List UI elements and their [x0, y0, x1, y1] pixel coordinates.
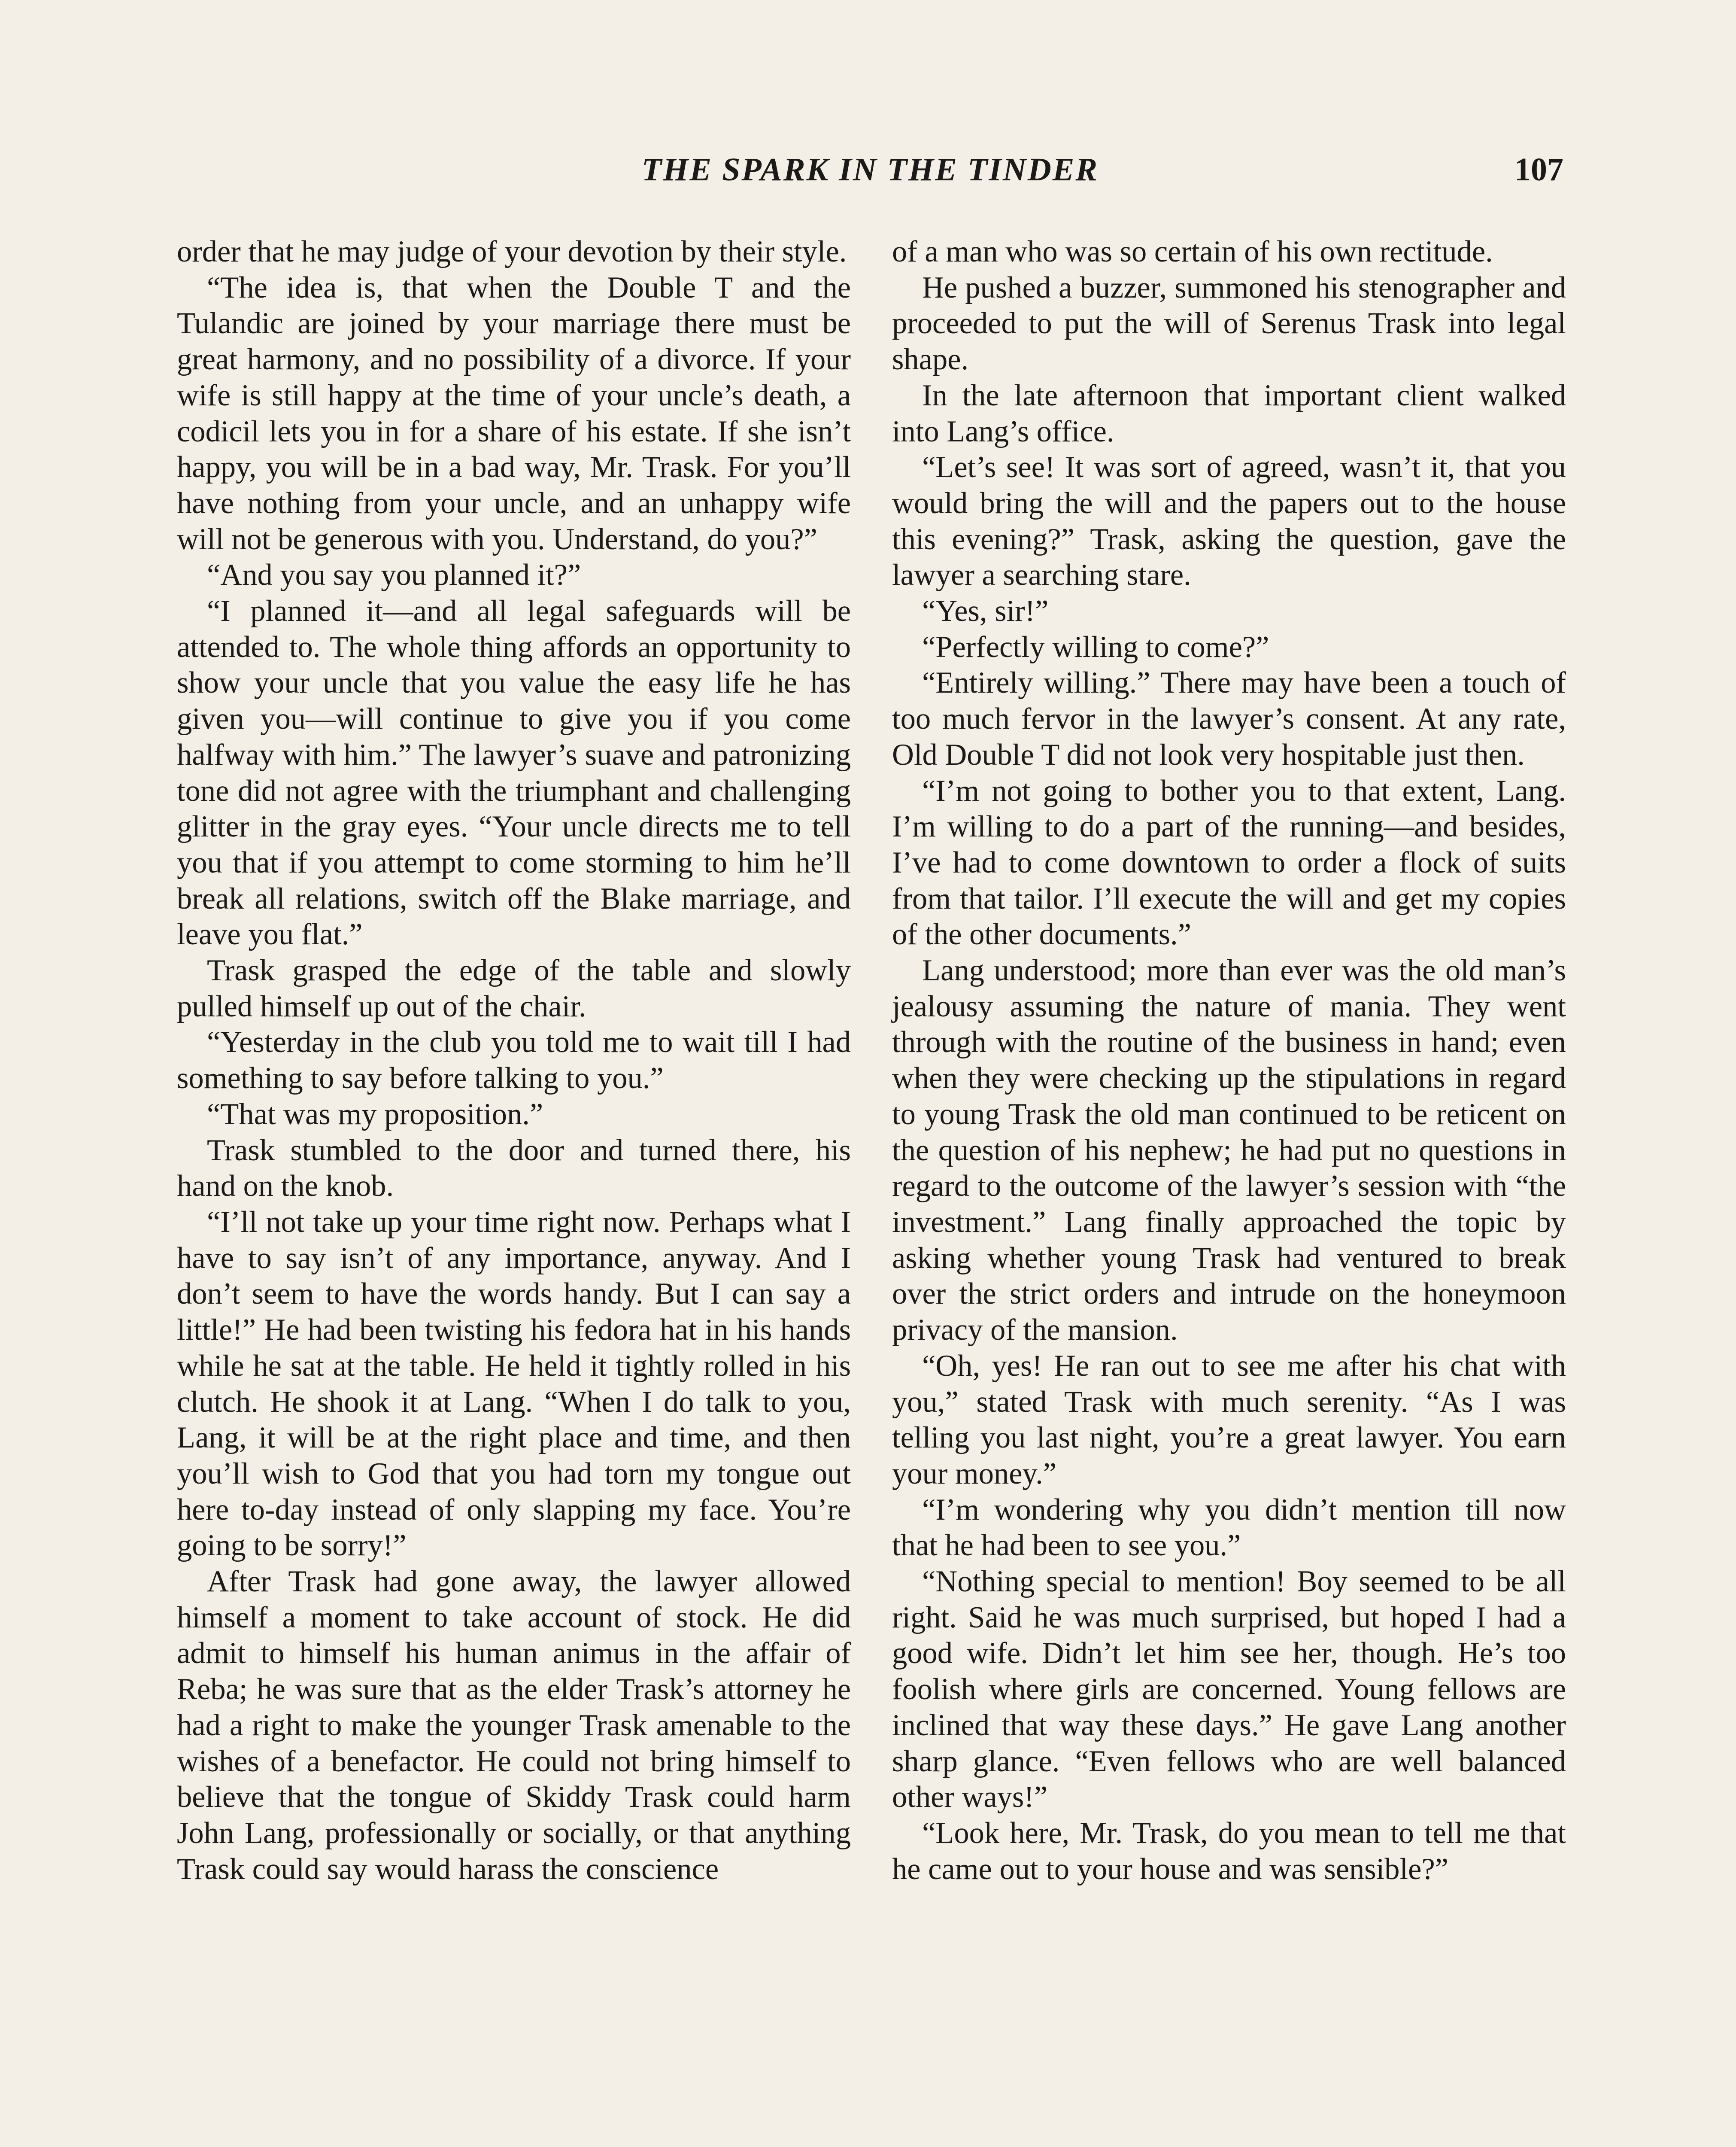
page-header: [177, 151, 1563, 203]
paragraph: “That was my proposition.”: [207, 1097, 543, 1131]
paragraph: He pushed a buzzer, summoned his stenographer and proceeded to put the will of Serenus Trask into legal shape.: [892, 271, 1566, 377]
paragraph: Trask stumbled to the door and turned there, his hand on the knob.: [177, 1133, 851, 1203]
paragraph: “Oh, yes! He ran out to see me after his chat with you,” stated Trask with much serenity. “As I was telling you last night, you’re a great lawyer. You earn your money.”: [892, 1349, 1566, 1490]
paragraph: “I planned it—and all legal safeguards will be attended to. The whole thing affords an opportunity to show your uncle that you value the easy life he has given you—will continue to give you if you come halfway with him.” The lawyer’s suave and patronizing tone did not agree with the triumphant and challenging glitter in the gray eyes. “Your uncle directs me to tell you that if you attempt to come storming to him he’ll break all relations, switch off the Blake marriage, and leave you flat.”: [177, 594, 851, 952]
paragraph: “The idea is, that when the Double T and the Tulandic are joined by your marriage there must be great harmony, and no possibility of a divorce. If your wife is still happy at the time of your uncle’s death, a codicil lets you in for a share of his estate. If she isn’t happy, you will be in a bad way, Mr. Trask. For you’ll have nothing from your uncle, and an unhappy wife will not be generous with you. Understand, do you?”: [177, 271, 851, 556]
paragraph: In the late afternoon that important client walked into Lang’s office.: [892, 378, 1566, 448]
running-title: THE SPARK IN THE TINDER: [641, 152, 1099, 188]
paragraph: order that he may judge of your devotion by their style.: [177, 235, 847, 268]
paragraph: “I’m not going to bother you to that extent, Lang. I’m willing to do a part of the running—and besides, I’ve had to come downtown to order a flock of suits from that tailor. I’ll execute the will and get my copies of the other documents.”: [892, 774, 1566, 952]
paragraph: Trask grasped the edge of the table and slowly pulled himself up out of the chair.: [177, 954, 851, 1023]
right-column: [892, 234, 1566, 1887]
paragraph: “I’ll not take up your time right now. Perhaps what I have to say isn’t of any importance, anyway. And I don’t seem to have the words handy. But I can say a little!” He had been twisting his fedora hat in his hands while he sat at the table. He held it tightly rolled in his clutch. He shook it at Lang. “When I do talk to you, Lang, it will be at the right place and time, and then you’ll wish to God that you had torn my tongue out here to-day instead of only slapping my face. You’re going to be sorry!”: [177, 1205, 851, 1563]
paragraph: Lang understood; more than ever was the old man’s jealousy assuming the nature of mania. They went through with the routine of the business in hand; even when they were checking up the stipulations in regard to young Trask the old man continued to be reticent on the question of his nephew; he had put no questions in regard to the outcome of the lawyer’s session with “the investment.” Lang finally approached the topic by asking whether young Trask had ventured to break over the strict orders and intrude on the honeymoon privacy of the mansion.: [892, 954, 1566, 1347]
paragraph: “I’m wondering why you didn’t mention till now that he had been to see you.”: [892, 1493, 1566, 1563]
paragraph: “Let’s see! It was sort of agreed, wasn’t it, that you would bring the will and the papers out to the house this evening?” Trask, asking the question, gave the lawyer a searching stare.: [892, 450, 1566, 592]
page-number: 107: [1514, 152, 1563, 188]
paragraph: “Yes, sir!”: [922, 594, 1049, 628]
paragraph: “Entirely willing.” There may have been a touch of too much fervor in the lawyer’s consent. At any rate, Old Double T did not look very hospitable just then.: [892, 666, 1566, 772]
paragraph: of a man who was so certain of his own rectitude.: [892, 235, 1493, 268]
paragraph: “Nothing special to mention! Boy seemed to be all right. Said he was much surprised, but hoped I had a good wife. Didn’t let him see her, though. He’s too foolish where girls are concerned. Young fellows are inclined that way these days.” He gave Lang another sharp glance. “Even fellows who are well balanced other ways!”: [892, 1565, 1566, 1814]
paragraph: “Look here, Mr. Trask, do you mean to tell me that he came out to your house and was sensible?”: [892, 1816, 1566, 1886]
paragraph: “And you say you planned it?”: [207, 558, 581, 592]
left-column: [177, 234, 851, 1887]
paragraph: After Trask had gone away, the lawyer allowed himself a moment to take account of stock. He did admit to himself his human animus in the affair of Reba; he was sure that as the elder Trask’s attorney he had a right to make the younger Trask amenable to the wishes of a benefactor. He could not bring himself to believe that the tongue of Skiddy Trask could harm John Lang, professionally or socially, or that anything Trask could say would harass the conscience: [177, 1565, 851, 1886]
paragraph: “Perfectly willing to come?”: [922, 630, 1269, 664]
paragraph: “Yesterday in the club you told me to wait till I had something to say before talking to you.”: [177, 1025, 851, 1095]
